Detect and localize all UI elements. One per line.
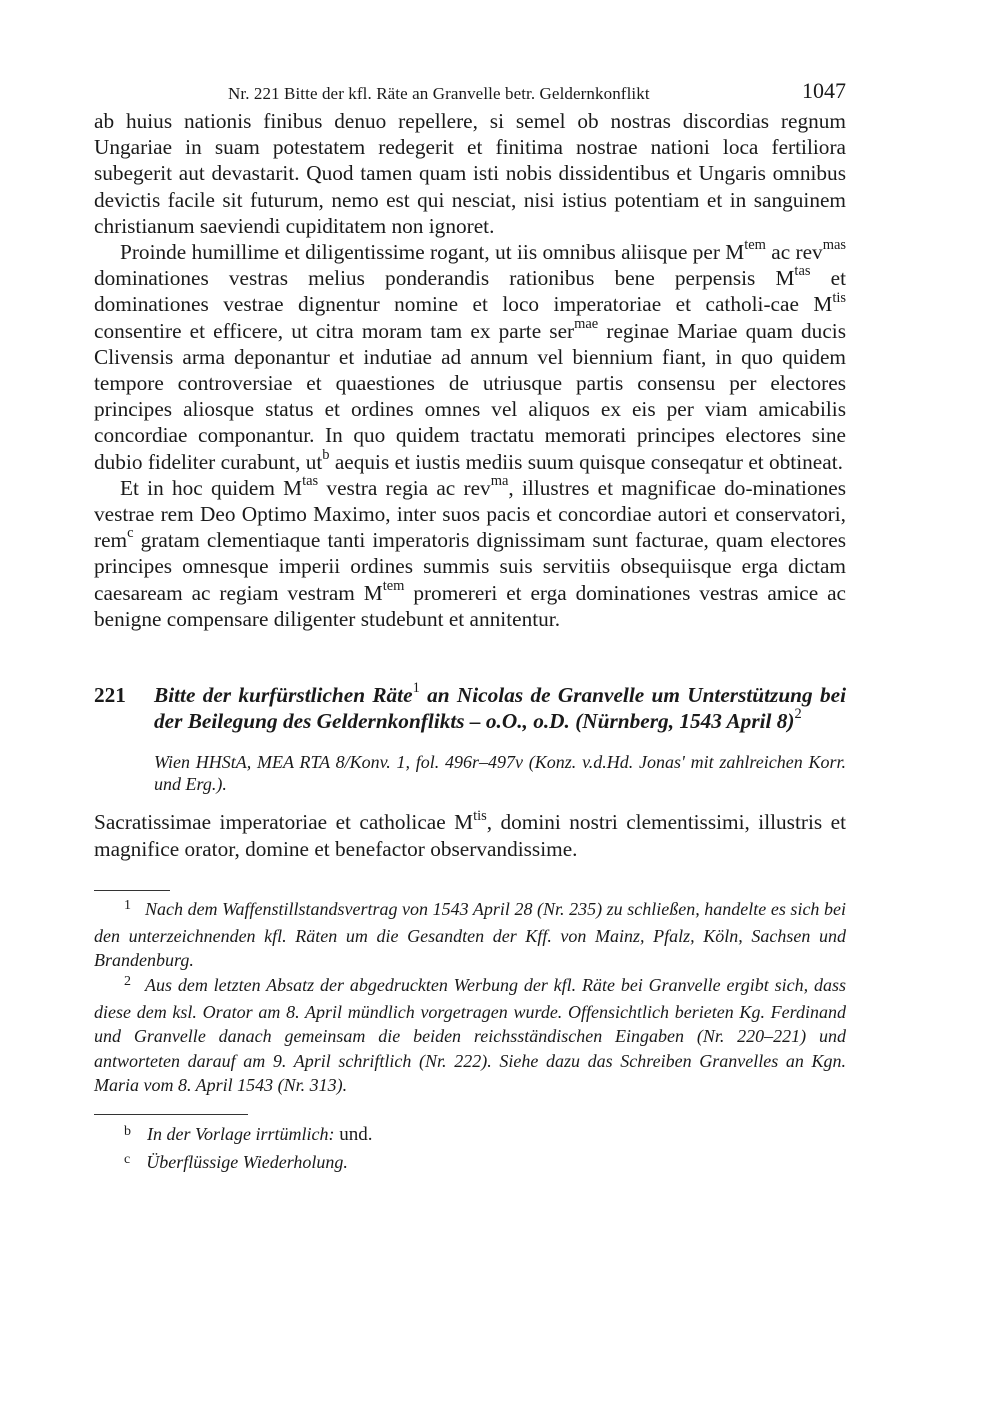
superscript: tis (832, 289, 846, 306)
superscript: tis (473, 807, 487, 824)
document-title (154, 682, 846, 734)
superscript: tem (744, 237, 766, 254)
text-run: reginae Mariae quam ducis Clivensis arma deponantur et indutiae ad annum vel biennium fiant, in quo quidem tempore controversiae et quaestiones de utriusque partis consensu per electores principes aliosque status et ordines omnes vel aliquos ex eis per viam amicabilis concordiae componantur. In quo quidem tractatu memorati principes electores sine dubio fideliter curabunt, ut (94, 318, 846, 474)
text-run: aequis et iustis mediis suum quisque conseqatur et obtineat. (329, 449, 843, 474)
superscript: mas (822, 237, 846, 254)
footnote-mark: 1 (124, 897, 131, 913)
paragraph-1: ab huius nationis finibus denuo repellere, si semel ob nostras discordias regnum Ungariae in suam potestatem redegerit et finitima nostrae nationi loca fertiliora subegerit aut devastarit. Quod tamen quam isti nobis dissidentibus et Ungaris omnibus devictis facile sit futurum, nemo est qui nesciat, nisi istius potentiam et in sanguinem christianum saeviendi cupiditatem non ignoret. (94, 109, 846, 238)
document-number: 221 (94, 683, 126, 708)
text-run: , domini nostri clementissimi, illustris et magnifice orator, domine et benefactor observandissime. (94, 810, 846, 861)
apparatus-note-c (94, 1150, 846, 1178)
page (94, 76, 846, 1177)
running-title: Nr. 221 Bitte der kfl. Räte an Granvelle betr. Geldernkonflikt (228, 84, 650, 103)
footnote-text: Nach dem Waffenstillstandsvertrag von 1543 April 28 (Nr. 235) zu schließen, handelte es sich bei den unterzeichnenden kfl. Räten um die Gesandten der Kff. von Mainz, Pfalz, Köln, Sachsen und Brandenburg. (94, 898, 846, 971)
footnotes (94, 897, 846, 1097)
footnote-mark: 2 (124, 973, 131, 989)
salutation (94, 809, 846, 861)
text-run: et dominationes vestrae dignentur nomine et loco imperatoriae et catholi-cae M (94, 266, 846, 317)
superscript: mae (574, 315, 599, 332)
footnote-ref-1: 1 (412, 680, 420, 697)
critical-apparatus (94, 1122, 846, 1177)
apparatus-ref-c: c (127, 525, 134, 542)
apparatus-mark: b (124, 1124, 131, 1140)
footnote-divider (94, 890, 170, 891)
text-run: consentire et efficere, ut citra moram tam ex parte ser (94, 318, 575, 343)
paragraph-3 (94, 475, 846, 632)
document-source: Wien HHStA, MEA RTA 8/Konv. 1, fol. 496r–497v (Konz. v.d.Hd. Jonas' mit zahlreichen Korr. und Erg.). (154, 752, 846, 794)
apparatus-italic-text: Überflüssige Wiederholung. (146, 1151, 348, 1172)
footnote-2 (94, 973, 846, 1097)
body-text (94, 108, 846, 632)
apparatus-divider (94, 1114, 248, 1115)
running-header (94, 76, 846, 108)
footnote-text: Aus dem letzten Absatz der abgedruckten Werbung der kfl. Räte bei Granvelle ergibt sich, dass diese dem ksl. Orator am 8. April mündlich vorgetragen wurde. Offensichtlich berieten Kg. Ferdinand und Granvelle danach gemeinsam die beiden reichsständischen Eingaben (Nr. 220–221) und antworteten darauf am 9. April schriftlich (Nr. 222). Siehe dazu das Schreiben Granvelles an Kgn. Maria vom 8. April 1543 (Nr. 313). (94, 974, 846, 1095)
text-run: vestra regia ac rev (318, 475, 491, 500)
apparatus-normal-text: und. (334, 1124, 373, 1146)
text-run: dominationes vestras melius ponderandis rationibus bene perpensis M (94, 266, 795, 291)
title-text: an Nicolas de Granvelle um Unterstützung bei der Beilegung des Geldernkonflikts – o.O., o.D. (Nürnberg, 1543 April 8) (154, 683, 846, 734)
text-run: Proinde humillime et diligentissime rogant, ut iis omnibus aliisque per M (120, 240, 745, 265)
text-run: Sacratissimae imperatoriae et catholicae M (94, 810, 474, 835)
superscript: tas (302, 473, 319, 490)
apparatus-note-b (94, 1122, 846, 1150)
superscript: tas (794, 263, 811, 280)
text-run: , illustres et magnificae do-minationes vestrae rem Deo Optimo Maximo, inter suos pacis et concordiae autori et conservatori, rem (94, 475, 847, 553)
text-run: promereri et erga dominationes vestras amice ac benigne compensare diligenter studebunt et annitentur. (94, 580, 847, 631)
paragraph-2 (94, 239, 846, 475)
superscript: tem (382, 577, 405, 594)
apparatus-mark: c (124, 1151, 131, 1167)
superscript: ma (490, 473, 509, 490)
footnote-1 (94, 897, 846, 973)
title-text: Bitte der kurfürstlichen Räte (154, 683, 413, 708)
text-run: gratam clementiaque tanti imperatoris dignissimam sunt facturae, quam electores principes omnesque imperii ordines summis suis servitiis obsequiisque erga dictam caesaream ac regiam vestram M (94, 528, 846, 605)
apparatus-ref-b: b (322, 446, 330, 463)
text-run: ac rev (765, 240, 823, 265)
document-entry (94, 682, 846, 795)
footnote-ref-2: 2 (794, 706, 802, 723)
page-number: 1047 (802, 78, 846, 103)
apparatus-italic-text: In der Vorlage irrtümlich: (147, 1124, 335, 1145)
text-run: Et in hoc quidem M (120, 475, 303, 500)
